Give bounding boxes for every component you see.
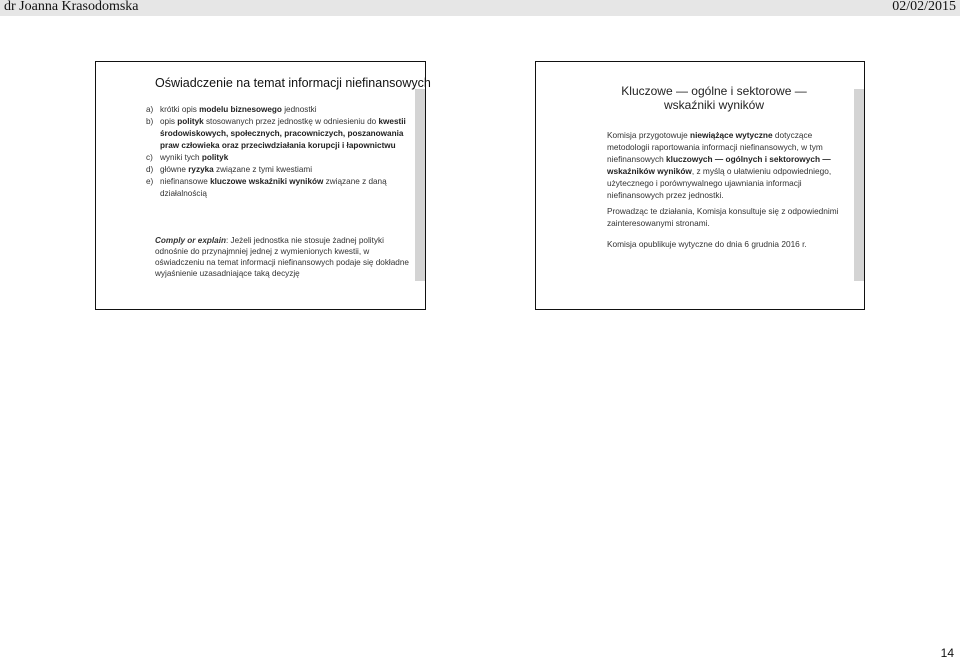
slide-right-shadow <box>854 89 864 281</box>
page-header <box>0 0 960 16</box>
disclosure-list <box>146 104 411 200</box>
slide-left-title: Oświadczenie na temat informacji niefinansowych <box>155 76 431 90</box>
guidelines-paragraph: Komisja przygotowuje niewiążące wytyczne dotyczące metodologii raportowania informacji niefinansowych, w tym niefinansowych kluczowych — ogólnych i sektorowych — wskaźników wyników, z myślą o ułatwieniu odpowiedniego, użytecznego i porównywalnego ujawniania informacji niefinansowych przez jednostki. <box>607 130 832 200</box>
list-item: e) niefinansowe kluczowe wskaźniki wyników związane z daną działalnością <box>146 177 387 198</box>
comply-text: : Jeżeli jednostka nie stosuje żadnej polityki odnośnie do przynajmniej jednej z wymienionych kwestii, w oświadczeniu na temat informacji niefinansowych podaje się dokładne wyjaśnienie uzasadniające taką decyzję <box>155 236 409 278</box>
author-name: dr Joanna Krasodomska <box>4 0 139 14</box>
list-item: b) opis polityk stosowanych przez jednostkę w odniesieniu do kwestii środowiskowych, społecznych, pracowniczych, poszanowania praw człowieka oraz przeciwdziałania korupcji i łapownictwu <box>146 117 406 150</box>
list-item: c) wyniki tych polityk <box>146 153 229 162</box>
slide-left-shadow <box>415 89 425 281</box>
slide-right-title: Kluczowe — ogólne i sektorowe — wskaźniki wyników <box>621 84 807 112</box>
page-number: 14 <box>940 646 954 660</box>
list-item: a) krótki opis modelu biznesowego jednostki <box>146 105 317 114</box>
comply-or-explain-note <box>155 235 413 279</box>
header-date: 02/02/2015 <box>892 0 956 14</box>
publication-paragraph: Komisja opublikuje wytyczne do dnia 6 grudnia 2016 r. <box>607 239 807 249</box>
list-item: d) główne ryzyka związane z tymi kwestiami <box>146 165 313 174</box>
comply-label: Comply or explain <box>155 236 226 245</box>
consultation-paragraph: Prowadząc te działania, Komisja konsultuje się z odpowiednimi zainteresowanymi stronami. <box>607 206 839 228</box>
